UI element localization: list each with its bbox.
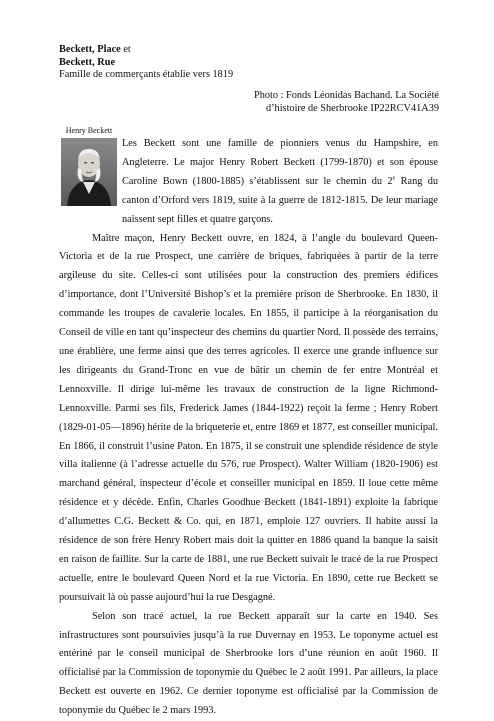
- photo-text-wrap-spacer: [59, 135, 122, 229]
- paragraph-intro-part-1: Les Beckett sont une famille de pionniers venus du Hampshire, en Angleterre. Le major Henry Robert Beckett (1799-1870) et son épouse Caroline Bown (1800-1885) s’établissent sur le chemin du 2: [122, 138, 438, 187]
- heading-line-1: [59, 44, 233, 57]
- heading-connector: et: [120, 44, 131, 55]
- superscript-e: e: [392, 174, 396, 182]
- document-heading: [59, 44, 233, 82]
- photo-credit: [179, 90, 439, 115]
- paragraph-intro-part-2: Rang du canton d’Orford vers 1819, suite à la guerre de 1812-1815. De leur mariage naissent sept filles et quatre garçons.: [122, 175, 438, 225]
- photo-credit-line-1: Photo : Fonds Léonidas Bachand. La Société: [253, 90, 439, 101]
- paragraph-toponymy: Selon son tracé actuel, la rue Beckett apparaît sur la carte en 1940. Ses infrastructures sont poursuivies jusqu’à la rue Duvernay en 1953. Le toponyme actuel est entériné par le conseil municipal de Sherbrooke lors d’une réunion en août 1960. Il officialisé par la Commission de toponymie du Québec le 2 août 1991. Par ailleurs, la place Beckett est ouverte en 1962. Ce dernier toponyme est officialisé par la Commission de toponymie du Québec le 2 mars 1993.: [59, 610, 438, 717]
- article-body: [59, 135, 438, 721]
- paragraph-history: Maître maçon, Henry Beckett ouvre, en 1824, à l’angle du boulevard Queen-Victoria et de la rue Prospect, une carrière de briques, fabriquées à partir de la terre argileuse du site. Celles-ci sont utilisées pour la construction des premiers édifices d’importance, dont l’Université Bishop’s et la première prison de Sherbrooke. En 1830, il commande les troupes de cavalerie locales. En 1855, il participe à la réorganisation du Conseil de ville en tant qu’inspecteur des chemins du quartier Nord. Il possède des terrains, une érablière, une ferme ainsi que des terres agricoles. Il exerce une grande influence sur les dirigeants du Grand-Tronc en vue de bâtir un chemin de fer entre Montréal et Lennoxville. Il dirige lui-même les travaux de construction de la ligne Richmond-Lennoxville. Parmi ses fils, Frederick James (1844-1922) reçoit la ferme ; Henry Robert (1829-01-05—1896) hérite de la briqueterie et, entre 1869 et 1877, est conseiller municipal. En 1866, il construit l’usine Paton. En 1875, il se construit une splendide résidence de style villa italienne (à l’adresse actuelle du 576, rue Prospect). Walter William (1820-1906) est marchand général, inspecteur d’école et conseiller municipal en 1859. Il loue cette même résidence et y décède. Enfin, Charles Goodhue Beckett (1841-1891) exploite la fabrique d’allumettes C.G. Beckett & Co. qui, en 1871, emploie 127 ouvriers. Il habite aussi la résidence de son frère Henry Robert mais doit la quitter en 1886 quand la banque la saisit en raison de faillite. Sur la carte de 1881, une rue Beckett suivait le tracé de la rue Prospect actuelle, entre le boulevard Queen Nord et la rue Victoria. En 1890, cette rue Beckett se poursuivait là où passe aujourd’hui la rue Desgagné.: [59, 232, 438, 603]
- heading-rue-name: Beckett, Rue: [59, 56, 116, 68]
- photo-credit-line-2: d’histoire de Sherbrooke IP22RCV41A39: [265, 102, 439, 114]
- photo-caption: Henry Beckett: [65, 126, 113, 135]
- heading-subtitle: Famille de commerçants établie vers 1819: [59, 69, 234, 80]
- heading-place-name: Beckett, Place: [59, 44, 121, 55]
